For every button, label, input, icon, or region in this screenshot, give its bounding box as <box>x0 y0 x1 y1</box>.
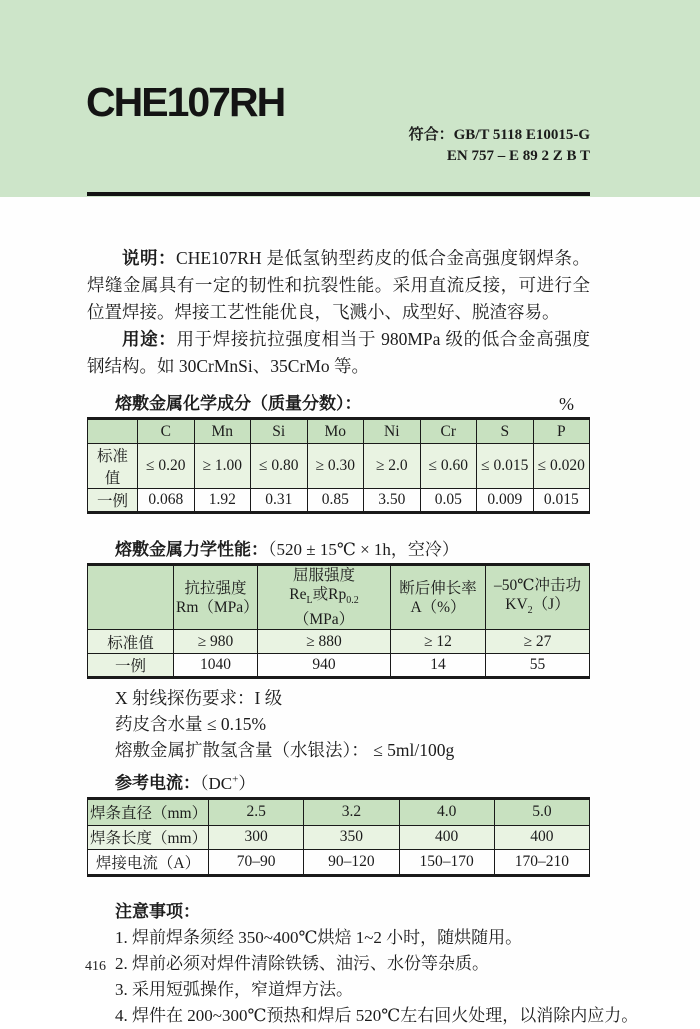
mech-row-label: 标准值 <box>88 630 174 654</box>
chem-col-header: Mo <box>307 419 364 444</box>
chem-cell: ≤ 0.020 <box>533 444 590 489</box>
diffusible-hydrogen: 熔敷金属扩散氢含量（水银法）： ≤ 5ml/100g <box>115 740 455 761</box>
notes-title: 注意事项： <box>115 901 200 921</box>
mech-cell: 14 <box>391 654 486 678</box>
mech-cell: 940 <box>258 654 391 678</box>
mech-header-row <box>88 565 590 630</box>
chem-cell: ≤ 0.015 <box>477 444 534 489</box>
note-item: 1. 焊前焊条须经 350~400℃烘焙 1~2 小时，随烘随用。 <box>115 927 523 947</box>
product-code-title: CHE107RH <box>86 79 285 125</box>
current-cell: 400 <box>399 825 494 849</box>
current-section-title <box>87 769 590 794</box>
mech-col-header-yield: 屈服强度 $Re_L$或$Rp_{0.2}(MPa)$ <box>258 565 391 630</box>
chem-row-label: 一例 <box>88 489 138 513</box>
header-divider-rule <box>87 192 590 196</box>
current-row-label: 焊条长度（mm） <box>88 825 209 849</box>
chem-example-row <box>88 489 590 513</box>
mech-col-header-tensile: 抗拉强度 Rm（MPa） <box>174 565 258 630</box>
description-paragraph <box>87 245 590 326</box>
page-header <box>0 0 700 197</box>
current-cell: 170–210 <box>494 849 589 875</box>
current-title-text: 参考电流： <box>115 773 200 793</box>
note-item: 3. 采用短弧操作，窄道焊方法。 <box>115 979 353 999</box>
usage-paragraph <box>87 326 590 380</box>
chem-unit: % <box>559 394 574 414</box>
description-label: 说明： <box>122 248 177 268</box>
current-cell: 90–120 <box>304 849 399 875</box>
chem-cell: 0.05 <box>420 489 477 513</box>
compliance-standards <box>409 125 590 167</box>
usage-label: 用途： <box>122 329 177 349</box>
current-length-row <box>88 825 590 849</box>
chem-cell: 0.015 <box>533 489 590 513</box>
current-cell: 2.5 <box>209 798 304 825</box>
chem-header-row <box>88 419 590 444</box>
mech-section-title <box>87 540 590 560</box>
chem-title-text: 熔敷金属化学成分（质量分数）： <box>115 394 362 413</box>
chem-col-header: Mn <box>194 419 251 444</box>
description-text: CHE107RH 是低氢钠型药皮的低合金高强度钢焊条。焊缝金属具有一定的韧性和抗裂性能。采用直流反接，可进行全位置焊接。焊接工艺性能优良，飞溅小、成型好、脱渣容易。 <box>87 248 591 322</box>
chem-col-header: P <box>533 419 590 444</box>
chem-col-header: Si <box>251 419 308 444</box>
chem-cell: 0.85 <box>307 489 364 513</box>
chem-cell: 3.50 <box>364 489 421 513</box>
coating-moisture: 药皮含水量 ≤ 0.15% <box>115 714 267 735</box>
current-cell: 400 <box>494 825 589 849</box>
chem-col-header: C <box>138 419 195 444</box>
chem-standard-row <box>88 444 590 489</box>
chem-section-title <box>87 394 590 414</box>
extra-specs <box>87 685 590 763</box>
mech-cell: ≥ 27 <box>486 630 590 654</box>
current-row-label: 焊条直径（mm） <box>88 798 209 825</box>
chem-col-header: Ni <box>364 419 421 444</box>
current-diameter-row <box>88 798 590 825</box>
mech-cell: 55 <box>486 654 590 678</box>
chem-col-header: S <box>477 419 534 444</box>
chem-row-label: 标准值 <box>88 444 138 489</box>
current-cell: 3.2 <box>304 798 399 825</box>
current-cell: 350 <box>304 825 399 849</box>
chem-cell: ≥ 2.0 <box>364 444 421 489</box>
compliance-line-1: 符合：GB/T 5118 E10015-G <box>408 127 590 143</box>
note-item: 4. 焊件在 200~300℃预热和焊后 520℃左右回火处理，以消除内应力。 <box>115 1005 639 1025</box>
mech-cell: ≥ 12 <box>391 630 486 654</box>
current-cell: 4.0 <box>399 798 494 825</box>
chem-cell: ≤ 0.20 <box>138 444 195 489</box>
current-cell: 300 <box>209 825 304 849</box>
page-content <box>0 245 700 1029</box>
mech-corner-cell <box>88 565 174 630</box>
chem-cell: ≤ 0.80 <box>251 444 308 489</box>
chem-cell: ≥ 1.00 <box>194 444 251 489</box>
mech-col-header-elongation: 断后伸长率 A（%） <box>391 565 486 630</box>
mech-table <box>87 563 590 679</box>
chem-corner-cell <box>88 419 138 444</box>
mech-row-label: 一例 <box>88 654 174 678</box>
mech-standard-row <box>88 630 590 654</box>
usage-text: 用于焊接抗拉强度相当于 980MPa 级的低合金高强度钢结构。如 30CrMnSi、35CrMo 等。 <box>87 329 591 376</box>
compliance-line-2: EN 757 – E 89 2 Z B T <box>446 148 590 164</box>
current-cell: 70–90 <box>209 849 304 875</box>
chem-cell: 0.009 <box>477 489 534 513</box>
mech-col-header-impact: –50℃冲击功 $KV_2(J)$ <box>486 565 590 630</box>
description-section <box>87 245 590 380</box>
mech-cell: ≥ 980 <box>174 630 258 654</box>
notes-section <box>87 899 639 1029</box>
xray-requirement: X 射线探伤要求：I 级 <box>115 688 283 709</box>
page-number: 416 <box>85 959 106 974</box>
chem-cell: ≥ 0.30 <box>307 444 364 489</box>
mech-cell: 1040 <box>174 654 258 678</box>
current-row-label: 焊接电流（A） <box>88 849 209 875</box>
mech-example-row <box>88 654 590 678</box>
current-cell: 150–170 <box>399 849 494 875</box>
current-amperage-row <box>88 849 590 875</box>
chem-table <box>87 417 590 514</box>
chem-cell: 0.31 <box>251 489 308 513</box>
current-dc-text: （DC+） <box>200 773 256 793</box>
chem-cell: 0.068 <box>138 489 195 513</box>
current-table <box>87 797 590 877</box>
note-item: 2. 焊前必须对焊件清除铁锈、油污、水份等杂质。 <box>115 953 489 973</box>
current-cell: 5.0 <box>494 798 589 825</box>
mech-title-text: 熔敷金属力学性能： <box>115 540 268 559</box>
mech-cell: ≥ 880 <box>258 630 391 654</box>
chem-cell: 1.92 <box>194 489 251 513</box>
chem-col-header: Cr <box>420 419 477 444</box>
chem-cell: ≤ 0.60 <box>420 444 477 489</box>
mech-condition-text: （520 ± 15℃ × 1h，空冷） <box>268 540 459 559</box>
